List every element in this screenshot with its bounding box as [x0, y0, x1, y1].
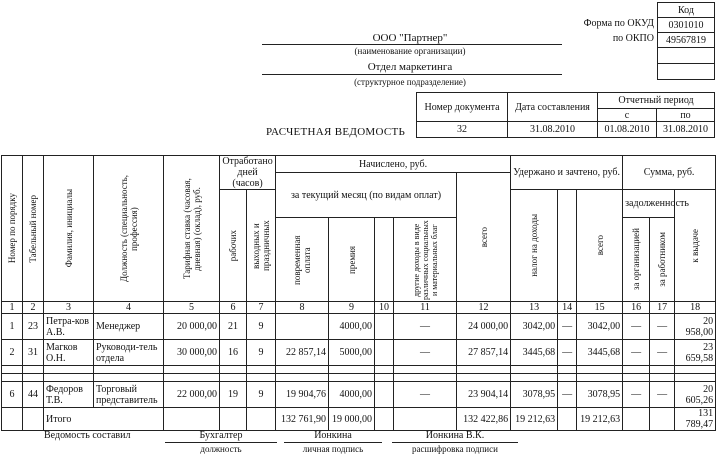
table-row: 2 31 Магков О.Н. Руководи-тель отдела 30 000,00 16 9 22 857,14 5000,00 — 27 857,14 3445,68 — 3445,68 — — 23 659,58	[2, 340, 716, 366]
org-dept: Отдел маркетинга	[367, 61, 453, 73]
h-workdays: рабочих	[220, 190, 247, 302]
sig-sign-caption: личная подпись	[302, 444, 364, 454]
sig-decode-line	[392, 442, 518, 443]
period-header: Отчетный период	[597, 92, 715, 109]
sig-sign-line	[284, 442, 382, 443]
code-empty-1	[657, 47, 715, 64]
sig-sign: Ионкина	[314, 430, 352, 441]
okud-label: Форма по ОКУД	[583, 18, 654, 29]
h-payout: к выдаче	[675, 190, 716, 302]
period-from-label: с	[597, 108, 657, 122]
h-bonus: премия	[329, 218, 375, 302]
h-col14	[558, 190, 577, 302]
h-piece: повременная оплата	[276, 218, 329, 302]
doc-number: 32	[416, 121, 508, 138]
period-to: 31.08.2010	[656, 121, 715, 138]
h-debt: задолженность	[623, 190, 675, 218]
okpo-label: по ОКПО	[612, 33, 654, 44]
code-empty-2	[657, 63, 715, 80]
org-dept-line	[262, 74, 562, 75]
doc-title: РАСЧЕТНАЯ ВЕДОМОСТЬ	[266, 126, 406, 138]
h-tab: Табельный номер	[23, 156, 44, 302]
sig-position: Бухгалтер	[199, 430, 243, 441]
h-tax: налог на доходы	[511, 190, 558, 302]
okpo-value: 49567819	[657, 32, 715, 48]
sig-decode: Ионкина В.К.	[425, 430, 485, 441]
h-col10	[375, 218, 394, 302]
table-row: 6 44 Федоров Т.В. Торговый представитель 22 000,00 19 9 19 904,76 4000,00 — 23 904,14 3078,95 — 3078,95 — — 20 605,26	[2, 382, 716, 408]
h-debt-org: за организацией	[623, 218, 650, 302]
org-name-caption: (наименование организации)	[354, 46, 466, 56]
h-name: Фамилия, инициалы	[44, 156, 94, 302]
payroll-table	[1, 155, 716, 431]
h-holidays: выходных и праздничных	[247, 190, 276, 302]
table-row: 1 23 Петра-ков А.В. Менеджер 20 000,00 21 9 4000,00 — 24 000,00 3042,00 — 3042,00 — — 20 958,00	[2, 314, 716, 340]
kod-header: Код	[657, 2, 715, 18]
h-withheld-total: всего	[577, 190, 623, 302]
table-row-empty	[2, 366, 716, 374]
org-name-line	[262, 44, 562, 45]
h-withheld: Удержано и зачтено, руб.	[511, 156, 623, 190]
h-other: другие доходы в виде различных социальных и материальных благ	[394, 218, 457, 302]
period-from: 01.08.2010	[597, 121, 657, 138]
period-to-label: по	[656, 108, 715, 122]
h-order: Номер по порядку	[2, 156, 23, 302]
okud-value: 0301010	[657, 17, 715, 33]
h-total: всего	[457, 173, 511, 302]
h-position: Должность (специальность, профессия)	[94, 156, 164, 302]
doc-date-header: Дата составления	[507, 92, 598, 122]
h-sum: Сумма, руб.	[623, 156, 716, 190]
org-dept-caption: (структурное подразделение)	[354, 77, 466, 87]
doc-number-header: Номер документа	[416, 92, 508, 122]
h-current: за текущий месяц (по видам оплат)	[276, 173, 457, 218]
h-worked: Отработано дней (часов)	[220, 156, 276, 190]
h-rate: Тарифная ставка (часовая, дневная) (оклад), руб.	[164, 156, 220, 302]
sig-position-line	[165, 442, 277, 443]
sig-position-caption: должность	[200, 444, 242, 454]
sig-decode-caption: расшифровка подписи	[412, 444, 498, 454]
org-name: ООО "Партнер"	[372, 32, 448, 44]
column-numbers-row: 1 2 3 4 5 6 7 8 9 10 11 12 13 14 15 16 17 18	[2, 302, 716, 314]
h-accrued: Начислено, руб.	[276, 156, 511, 173]
totals-row: Итого 132 761,90 19 000,00 132 422,86 19 212,63 19 212,63 131 789,47	[2, 408, 716, 431]
h-debt-emp: за работником	[650, 218, 675, 302]
doc-date: 31.08.2010	[507, 121, 598, 138]
table-row-empty	[2, 374, 716, 382]
composed-label: Ведомость составил	[44, 430, 131, 441]
